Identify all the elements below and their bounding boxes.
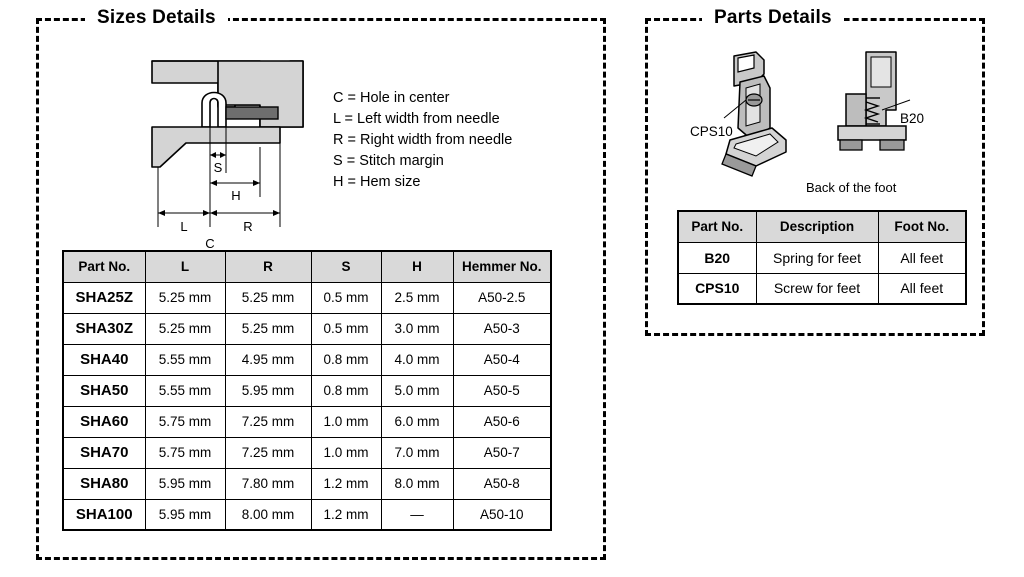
legend-item-l: L = Left width from needle xyxy=(333,111,500,127)
svg-text:S: S xyxy=(213,160,223,175)
cell-hemmer-no: A50-7 xyxy=(453,437,551,468)
cell-part-no: CPS10 xyxy=(678,273,756,304)
cell-s: 0.8 mm xyxy=(311,344,381,375)
cps10-callout-label: CPS10 xyxy=(690,124,733,139)
cell-foot-no: All feet xyxy=(878,242,966,273)
column-header-l: L xyxy=(145,251,225,282)
column-header-part-no: Part No. xyxy=(63,251,145,282)
cell-hemmer-no: A50-6 xyxy=(453,406,551,437)
cell-hemmer-no: A50-2.5 xyxy=(453,282,551,313)
column-header-r: R xyxy=(225,251,311,282)
legend-item-h: H = Hem size xyxy=(333,174,421,190)
column-header-description: Description xyxy=(756,211,878,242)
cell-s: 1.2 mm xyxy=(311,499,381,530)
cell-s: 1.0 mm xyxy=(311,406,381,437)
svg-text:H: H xyxy=(231,188,241,203)
cell-r: 7.80 mm xyxy=(225,468,311,499)
cell-h: 4.0 mm xyxy=(381,344,453,375)
cell-l: 5.55 mm xyxy=(145,344,225,375)
cell-foot-no: All feet xyxy=(878,273,966,304)
cell-h: 6.0 mm xyxy=(381,406,453,437)
sizes-table xyxy=(62,250,552,531)
cell-description: Screw for feet xyxy=(756,273,878,304)
table-row xyxy=(63,437,551,468)
cell-h: 5.0 mm xyxy=(381,375,453,406)
legend-item-r: R = Right width from needle xyxy=(333,132,513,148)
sizes-details-title: Sizes Details xyxy=(85,7,228,29)
cell-r: 7.25 mm xyxy=(225,406,311,437)
table-row xyxy=(63,344,551,375)
sizes-legend xyxy=(333,88,512,193)
legend-item-c: C = Hole in center xyxy=(333,90,450,106)
cell-s: 0.5 mm xyxy=(311,282,381,313)
cell-part-no: SHA60 xyxy=(63,406,145,437)
svg-text:L: L xyxy=(180,219,188,234)
table-row xyxy=(678,273,966,304)
cell-r: 5.95 mm xyxy=(225,375,311,406)
cell-hemmer-no: A50-3 xyxy=(453,313,551,344)
table-row xyxy=(63,468,551,499)
column-header-part-no: Part No. xyxy=(678,211,756,242)
cell-s: 0.5 mm xyxy=(311,313,381,344)
foot-front-view xyxy=(722,52,786,176)
table-row xyxy=(63,375,551,406)
table-row xyxy=(63,406,551,437)
cell-r: 8.00 mm xyxy=(225,499,311,530)
cell-l: 5.75 mm xyxy=(145,437,225,468)
cell-h: 7.0 mm xyxy=(381,437,453,468)
cell-l: 5.55 mm xyxy=(145,375,225,406)
cell-r: 5.25 mm xyxy=(225,282,311,313)
svg-text:C: C xyxy=(205,236,215,251)
b20-callout-label: B20 xyxy=(900,111,925,126)
column-header-foot-no: Foot No. xyxy=(878,211,966,242)
column-header-h: H xyxy=(381,251,453,282)
cell-part-no: SHA30Z xyxy=(63,313,145,344)
cell-s: 1.2 mm xyxy=(311,468,381,499)
cell-s: 1.0 mm xyxy=(311,437,381,468)
cell-h: 2.5 mm xyxy=(381,282,453,313)
table-header-row xyxy=(63,251,551,282)
cell-part-no: SHA25Z xyxy=(63,282,145,313)
cell-hemmer-no: A50-5 xyxy=(453,375,551,406)
cell-part-no: SHA80 xyxy=(63,468,145,499)
cell-hemmer-no: A50-10 xyxy=(453,499,551,530)
cell-h: 8.0 mm xyxy=(381,468,453,499)
cell-l: 5.75 mm xyxy=(145,406,225,437)
cell-l: 5.25 mm xyxy=(145,282,225,313)
cell-hemmer-no: A50-4 xyxy=(453,344,551,375)
cell-part-no: SHA100 xyxy=(63,499,145,530)
cell-l: 5.25 mm xyxy=(145,313,225,344)
cell-s: 0.8 mm xyxy=(311,375,381,406)
parts-table xyxy=(677,210,967,305)
cell-part-no: B20 xyxy=(678,242,756,273)
table-row xyxy=(63,499,551,530)
column-header-hemmer-no: Hemmer No. xyxy=(453,251,551,282)
back-of-foot-caption: Back of the foot xyxy=(806,180,897,195)
cell-h: — xyxy=(381,499,453,530)
cell-r: 4.95 mm xyxy=(225,344,311,375)
cell-hemmer-no: A50-8 xyxy=(453,468,551,499)
parts-details-title: Parts Details xyxy=(702,7,844,29)
table-header-row xyxy=(678,211,966,242)
cell-part-no: SHA50 xyxy=(63,375,145,406)
column-header-s: S xyxy=(311,251,381,282)
cell-part-no: SHA40 xyxy=(63,344,145,375)
svg-text:R: R xyxy=(243,219,253,234)
cell-part-no: SHA70 xyxy=(63,437,145,468)
cell-r: 5.25 mm xyxy=(225,313,311,344)
table-row xyxy=(63,313,551,344)
cell-l: 5.95 mm xyxy=(145,499,225,530)
cell-h: 3.0 mm xyxy=(381,313,453,344)
cell-l: 5.95 mm xyxy=(145,468,225,499)
foot-back-view xyxy=(838,52,906,150)
hem-cross-section-diagram xyxy=(140,55,325,251)
cell-description: Spring for feet xyxy=(756,242,878,273)
cell-r: 7.25 mm xyxy=(225,437,311,468)
table-row xyxy=(63,282,551,313)
table-row xyxy=(678,242,966,273)
legend-item-s: S = Stitch margin xyxy=(333,153,444,169)
